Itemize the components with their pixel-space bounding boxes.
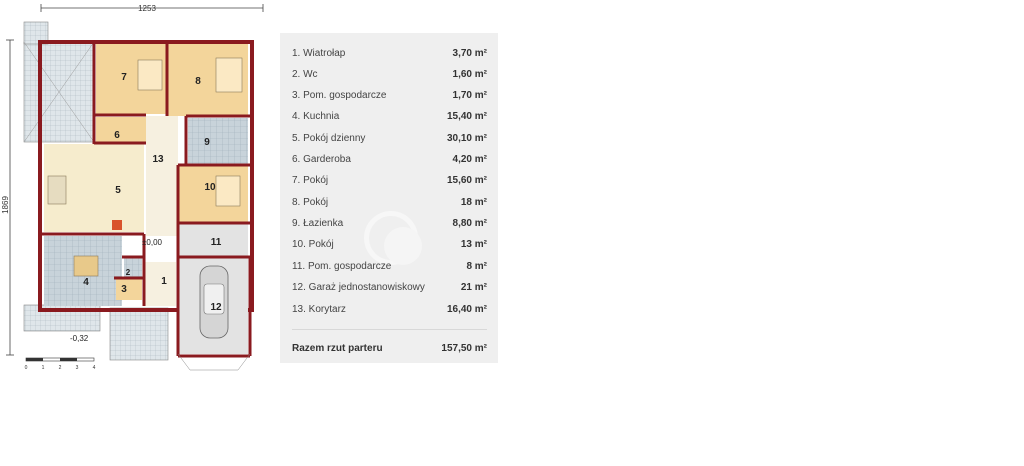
room-row [292,131,487,147]
width-dimension [41,4,263,13]
room-label-11: 11 [210,237,222,248]
room-name: 6. Garderoba [292,154,351,165]
room-row [292,216,487,232]
room-label-5: 5 [115,185,121,196]
scale-bar [25,358,96,371]
room-label-7: 7 [121,72,127,83]
total-row [292,341,487,357]
room-row [292,67,487,83]
divider [292,329,487,330]
bed-icon-7 [138,60,162,90]
room-label-2: 2 [125,268,131,277]
room-area: 15,40 m² [446,111,487,122]
floor-plan [0,0,275,375]
room-row [292,88,487,104]
room-area-table [280,33,498,363]
room-area: 16,40 m² [446,304,487,315]
room-area: 8 m² [466,261,487,272]
room-name: 4. Kuchnia [292,111,340,122]
room-row [292,237,487,253]
height-dimension [1,40,14,355]
room-row [292,195,487,211]
room-area: 13 m² [460,239,487,250]
room-label-1: 1 [161,276,167,287]
room-area: 18 m² [460,197,487,208]
room-row [292,173,487,189]
sofa-icon [48,176,66,204]
room-name: 11. Pom. gospodarcze [292,261,392,272]
room-row [292,109,487,125]
room-label-8: 8 [195,76,201,87]
dining-table-icon [74,256,98,276]
room-name: 12. Garaż jednostanowiskowy [292,282,425,293]
room-label-9: 9 [204,137,210,148]
room-name: 9. Łazienka [292,218,344,229]
room-row [292,280,487,296]
room-row [292,259,487,275]
room-area: 1,60 m² [452,69,487,80]
scale-tick-1: 1 [41,365,45,371]
room-label-3: 3 [121,284,127,295]
entrance-porch [110,308,168,360]
bed-icon-8 [216,58,242,92]
room-name: 10. Pokój [292,239,334,250]
bed-icon-10 [216,176,240,206]
room-label-12: 12 [210,302,222,313]
level-zero: ±0,00 [142,238,162,247]
total-area: 157,50 m² [441,343,487,354]
room-area: 4,20 m² [452,154,487,165]
level-outside: -0,32 [70,334,89,343]
room-name: 2. Wc [292,69,318,80]
room-label-4: 4 [83,277,89,288]
room-name: 7. Pokój [292,175,329,186]
height-dimension-label: 1869 [1,196,10,214]
room-9 [188,118,248,164]
room-row [292,46,487,62]
room-3 [116,278,142,300]
room-name: 1. Wiatrołap [292,48,346,59]
room-name: 5. Pokój dzienny [292,133,366,144]
width-dimension-label: 1253 [138,4,156,13]
scale-tick-3: 3 [75,365,79,371]
room-label-10: 10 [204,182,216,193]
room-area: 21 m² [460,282,487,293]
room-area: 30,10 m² [446,133,487,144]
room-1 [144,262,176,306]
scale-tick-2: 2 [58,365,62,371]
room-row [292,152,487,168]
room-area: 15,60 m² [446,175,487,186]
room-6 [96,117,146,142]
room-row [292,302,487,318]
total-label: Razem rzut parteru [292,343,383,354]
room-label-6: 6 [114,130,120,141]
scale-tick-0: 0 [24,365,28,371]
room-name: 8. Pokój [292,197,329,208]
room-13 [146,116,178,236]
fireplace-icon [112,220,122,230]
room-label-13: 13 [152,154,164,165]
room-name: 13. Korytarz [292,304,346,315]
room-area: 3,70 m² [452,48,487,59]
room-name: 3. Pom. gospodarcze [292,90,387,101]
room-area: 1,70 m² [452,90,487,101]
room-area: 8,80 m² [452,218,487,229]
scale-tick-4: 4 [92,365,96,371]
